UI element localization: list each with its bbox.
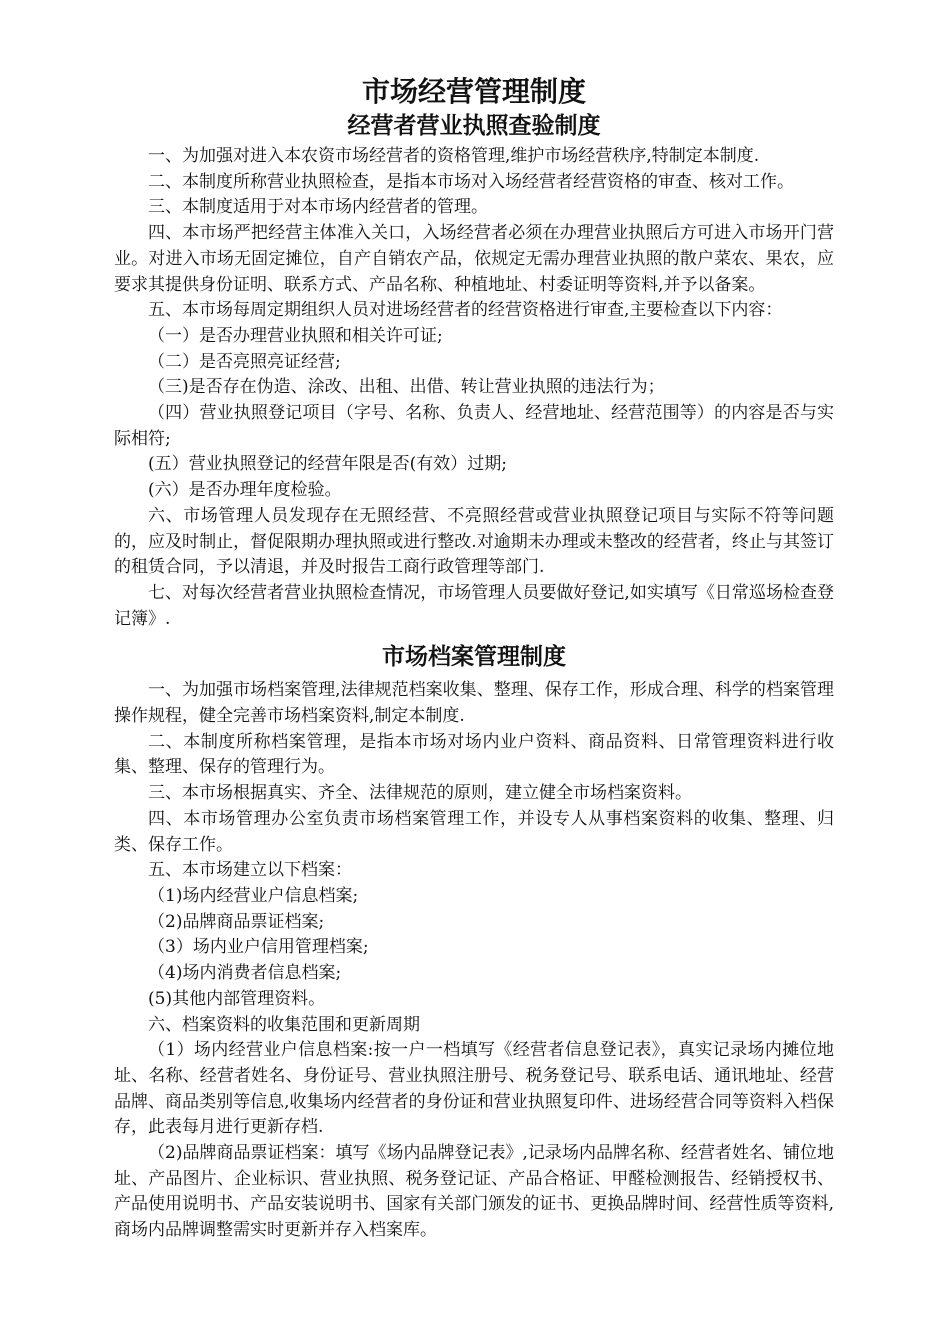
list-item: （一）是否办理营业执照和相关许可证; (148, 325, 443, 346)
list-item: （三)是否存在伪造、涂改、出租、出借、转让营业执照的违法行为； (148, 377, 665, 398)
list-item: （4)场内消费者信息档案; (148, 963, 342, 984)
list-item: （四）营业执照登记项目（字号、名称、负责人、经营地址、经营范围等）的内容是否与实际相符; (114, 403, 834, 449)
list-item: （二）是否亮照亮证经营; (148, 351, 341, 372)
section-archive-body (114, 678, 834, 1243)
list-item: (五）营业执照登记的经营年限是否(有效）过期; (148, 454, 507, 475)
paragraph: 三、本市场根据真实、齐全、法律规范的原则，建立健全市场档案资料。 (148, 783, 692, 804)
paragraph: （2)品牌商品票证档案：填写《场内品牌登记表》,记录场内品牌名称、经营者姓名、铺位地址、产品图片、企业标识、营业执照、税务登记证、产品合格证、甲醛检测报告、经销授权书、产品使用说明书、产品安装说明书、国家有关部门颁发的证书、更换品牌时间、经营性质等资料,商场内品牌调整需实时更新并存入档案库。 (114, 1143, 834, 1241)
main-title: 市场经营管理制度 (361, 75, 586, 108)
list-item: （3）场内业户信用管理档案; (148, 937, 369, 958)
paragraph: （1）场内经营业户信息档案:按一户一档填写《经营者信息登记表》，真实记录场内摊位地址、名称、经营者姓名、身份证号、营业执照注册号、税务登记号、联系电话、通讯地址、经营品牌、商品类别等信息,收集场内经营者的身份证和营业执照复印件、进场经营合同等资料入档保存，此表每月进行更新存档. (114, 1040, 834, 1138)
paragraph: 四、本市场严把经营主体准入关口，入场经营者必须在办理营业执照后方可进入市场开门营业。对进入市场无固定摊位，自产自销农产品，依规定无需办理营业执照的散户菜农、果农，应要求其提供身份证明、联系方式、产品名称、种植地址、村委证明等资料,并予以备案。 (114, 223, 834, 295)
paragraph: 七、对每次经营者营业执照检查情况，市场管理人员要做好登记,如实填写《日常巡场检查登记簿》. (114, 582, 834, 629)
paragraph: 二、本制度所称营业执照检查，是指本市场对入场经营者经营资格的审查、核对工作。 (148, 171, 794, 192)
paragraph: 六、市场管理人员发现存在无照经营、不亮照经营或营业执照登记项目与实际不符等问题的，应及时制止，督促限期办理执照或进行整改.对逾期未办理或未整改的经营者，终止与其签订的租赁合同，予以清退，并及时报告工商行政管理等部门. (114, 505, 834, 578)
list-item: (5)其他内部管理资料。 (148, 988, 326, 1009)
paragraph: 五、本市场每周定期组织人员对进场经营者的经营资格进行审查,主要检查以下内容： (148, 300, 783, 321)
paragraph: 六、档案资料的收集范围和更新周期 (148, 1014, 420, 1035)
paragraph: 四、本市场管理办公室负责市场档案管理工作，并设专人从事档案资料的收集、整理、归类、保存工作。 (114, 808, 834, 855)
paragraph: 五、本市场建立以下档案： (148, 860, 352, 881)
section-license-body (114, 144, 834, 632)
paragraph: 二、本制度所称档案管理，是指本市场对场内业户资料、商品资料、日常管理资料进行收集、整理、保存的管理行为。 (114, 731, 834, 778)
paragraph: 一、为加强对进入本农资市场经营者的资格管理,维护市场经营秩序,特制定本制度. (148, 146, 760, 166)
section-title-archive: 市场档案管理制度 (382, 644, 566, 671)
list-item: （2)品牌商品票证档案; (148, 911, 325, 932)
list-item: (六）是否办理年度检验。 (148, 480, 342, 501)
document-page (114, 74, 834, 1244)
list-item: （1)场内经营业户信息档案; (148, 885, 359, 906)
paragraph: 一、为加强市场档案管理,法律规范档案收集、整理、保存工作，形成合理、科学的档案管理操作规程，健全完善市场档案资料,制定本制度. (114, 680, 834, 727)
paragraph: 三、本制度适用于对本市场内经营者的管理。 (148, 197, 488, 218)
section-title-license: 经营者营业执照查验制度 (347, 113, 601, 139)
